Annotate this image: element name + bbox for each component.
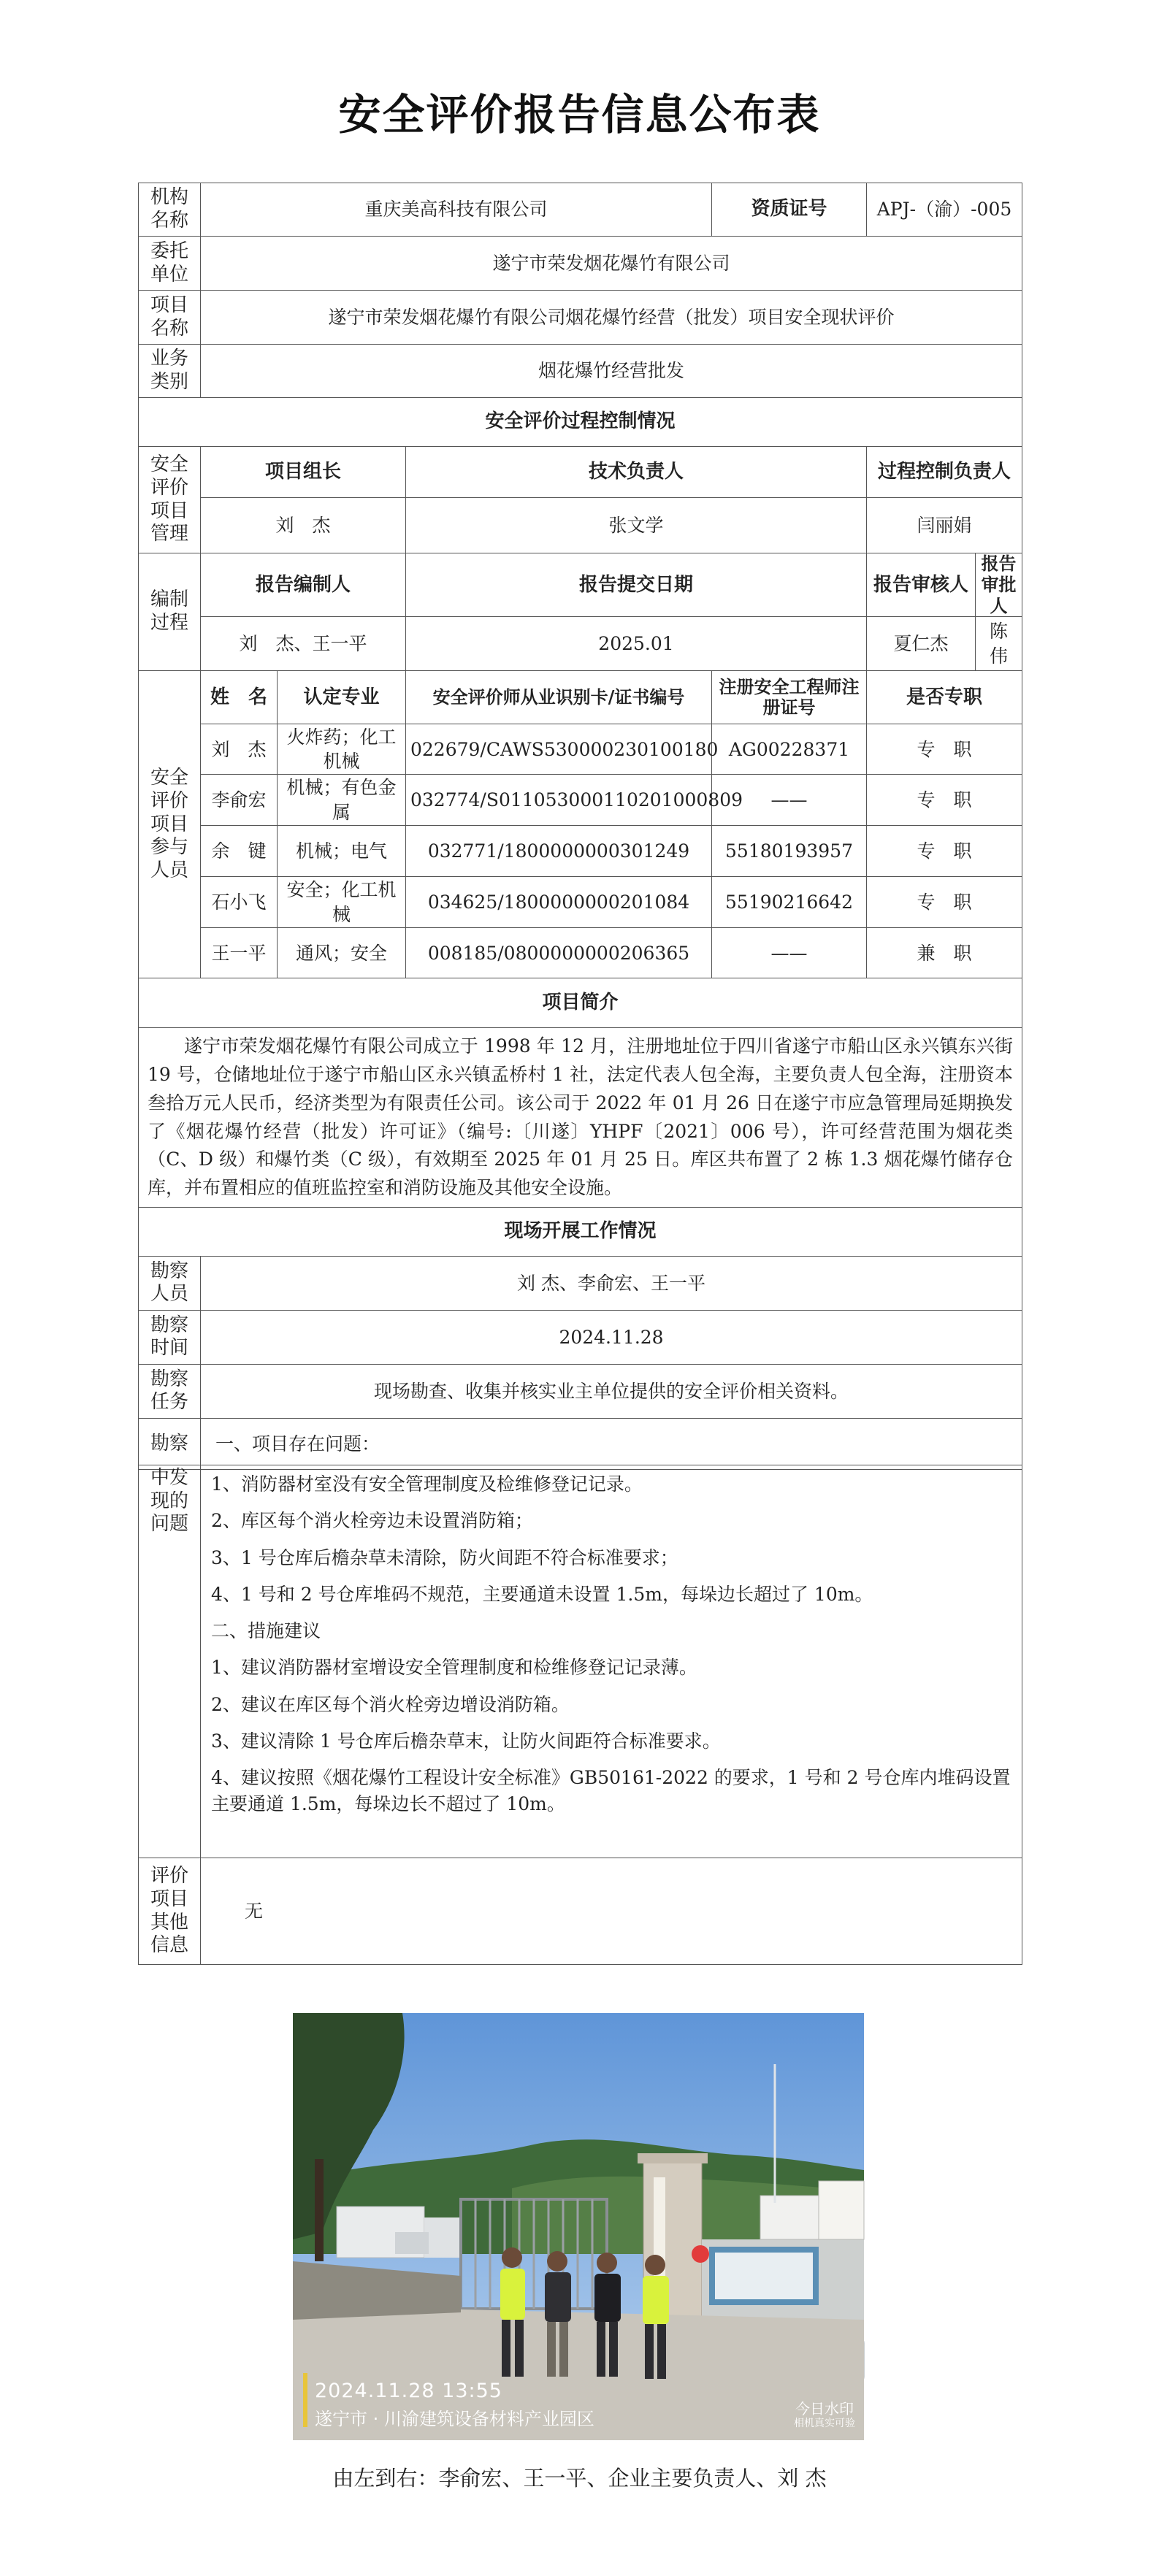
project-value: 遂宁市荣发烟花爆竹有限公司烟花爆竹经营（批发）项目安全现状评价 bbox=[201, 291, 1022, 345]
survey-task-value: 现场勘查、收集并核实业主单位提供的安全评价相关资料。 bbox=[201, 1364, 1022, 1418]
site-photo-illustration bbox=[293, 2013, 864, 2440]
mgmt-value-control: 闫丽娟 bbox=[867, 498, 1022, 553]
member-cert: 032771/1800000000301249 bbox=[406, 826, 712, 877]
issues-label: 中发现的问题 bbox=[139, 1465, 201, 1858]
issue-line: 1、消防器材室没有安全管理制度及检维修登记记录。 bbox=[211, 1473, 643, 1495]
org-label: 机构名称 bbox=[139, 183, 201, 237]
member-reg: —— bbox=[712, 928, 867, 978]
qual-value: APJ-（渝）-005 bbox=[867, 183, 1022, 237]
photo-watermark bbox=[794, 2400, 855, 2430]
issues-table bbox=[138, 1465, 1022, 1965]
members-label: 安全评价项目参与人员 bbox=[139, 671, 201, 978]
compile-value-approver: 陈 伟 bbox=[976, 617, 1022, 671]
category-value: 烟花爆竹经营批发 bbox=[201, 345, 1022, 398]
intro-section-title: 项目简介 bbox=[139, 978, 1022, 1028]
members-header-reg: 注册安全工程师注册证号 bbox=[712, 671, 867, 724]
mgmt-value-leader: 刘 杰 bbox=[201, 498, 406, 553]
site-section-title: 现场开展工作情况 bbox=[139, 1207, 1022, 1256]
member-reg: —— bbox=[712, 775, 867, 826]
member-reg: 55190216642 bbox=[712, 877, 867, 928]
member-reg: 55180193957 bbox=[712, 826, 867, 877]
member-fulltime: 专 职 bbox=[867, 724, 1022, 775]
project-label: 项目名称 bbox=[139, 291, 201, 345]
mgmt-value-tech: 张文学 bbox=[406, 498, 867, 553]
mgmt-label: 安全评价项目管理 bbox=[139, 447, 201, 553]
members-header-fulltime: 是否专职 bbox=[867, 671, 1022, 724]
member-cert: 022679/CAWS530000230100180 bbox=[406, 724, 712, 775]
member-cert: 034625/1800000000201084 bbox=[406, 877, 712, 928]
compile-header-author: 报告编制人 bbox=[201, 553, 406, 617]
table-row bbox=[139, 826, 1022, 877]
member-cert: 032774/S011053000110201000809 bbox=[406, 775, 712, 826]
member-name: 余 键 bbox=[201, 826, 278, 877]
table-row bbox=[139, 877, 1022, 928]
survey-time-label: 勘察时间 bbox=[139, 1310, 201, 1364]
member-major: 安全；化工机械 bbox=[278, 877, 406, 928]
site-photo bbox=[293, 2013, 864, 2440]
member-fulltime: 兼 职 bbox=[867, 928, 1022, 978]
member-name: 王一平 bbox=[201, 928, 278, 978]
member-major: 机械；电气 bbox=[278, 826, 406, 877]
org-value: 重庆美高科技有限公司 bbox=[201, 183, 712, 237]
compile-value-date: 2025.01 bbox=[406, 617, 867, 671]
table-row bbox=[139, 928, 1022, 978]
issue-line: 1、建议消防器材室增设安全管理制度和检维修登记记录薄。 bbox=[211, 1657, 697, 1679]
photo-timestamp: 2024.11.28 13:55 bbox=[315, 2380, 502, 2402]
issue-line: 二、措施建议 bbox=[211, 1620, 321, 1641]
issue-line: 4、1 号和 2 号仓库堆码不规范，主要通道未设置 1.5m，每垛边长超过了 10m。 bbox=[211, 1583, 873, 1605]
compile-header-reviewer: 报告审核人 bbox=[867, 553, 976, 617]
issue-line: 3、1 号仓库后檐杂草未清除，防火间距不符合标准要求； bbox=[211, 1546, 678, 1568]
member-major: 通风；安全 bbox=[278, 928, 406, 978]
issue-line: 4、建议按照《烟花爆竹工程设计安全标准》GB50161-2022 的要求，1 号和 2 号仓库内堆码设置主要通道 1.5m，每垛边长不超过了 10m。 bbox=[211, 1767, 1011, 1815]
members-header-name: 姓 名 bbox=[201, 671, 278, 724]
member-fulltime: 专 职 bbox=[867, 877, 1022, 928]
member-major: 火炸药；化工机械 bbox=[278, 724, 406, 775]
survey-people-value: 刘 杰、李俞宏、王一平 bbox=[201, 1256, 1022, 1310]
member-fulltime: 专 职 bbox=[867, 826, 1022, 877]
photo-location: 遂宁市 · 川渝建筑设备材料产业园区 bbox=[315, 2409, 594, 2429]
member-major: 机械；有色金属 bbox=[278, 775, 406, 826]
issue-line: 2、建议在库区每个消火栓旁边增设消防箱。 bbox=[211, 1693, 570, 1715]
qual-label: 资质证号 bbox=[712, 183, 867, 237]
other-value: 无 bbox=[201, 1858, 1022, 1965]
member-reg: AG00228371 bbox=[712, 724, 867, 775]
table-row bbox=[139, 775, 1022, 826]
survey-found-label: 勘察 bbox=[139, 1418, 201, 1469]
survey-found-value: 一、项目存在问题： bbox=[201, 1418, 1022, 1469]
survey-time-value: 2024.11.28 bbox=[201, 1310, 1022, 1364]
photo-caption: 由左到右：李俞宏、王一平、企业主要负责人、刘 杰 bbox=[332, 2466, 827, 2491]
info-table bbox=[138, 183, 1027, 1470]
table-row bbox=[139, 724, 1022, 775]
client-label: 委托单位 bbox=[139, 237, 201, 291]
other-label: 评价项目其他信息 bbox=[139, 1858, 201, 1965]
mgmt-header-tech: 技术负责人 bbox=[406, 447, 867, 498]
mgmt-header-leader: 项目组长 bbox=[201, 447, 406, 498]
issues-content bbox=[201, 1465, 1022, 1858]
members-header-major: 认定专业 bbox=[278, 671, 406, 724]
watermark-title: 今日水印 bbox=[795, 2400, 854, 2418]
compile-value-author: 刘 杰、王一平 bbox=[201, 617, 406, 671]
mgmt-header-control: 过程控制负责人 bbox=[867, 447, 1022, 498]
issue-line: 2、库区每个消火栓旁边未设置消防箱； bbox=[211, 1510, 533, 1532]
member-name: 石小飞 bbox=[201, 877, 278, 928]
category-label: 业务类别 bbox=[139, 345, 201, 398]
page-title: 安全评价报告信息公布表 bbox=[338, 90, 821, 139]
member-fulltime: 专 职 bbox=[867, 775, 1022, 826]
members-header-cert: 安全评价师从业识别卡/证书编号 bbox=[406, 671, 712, 724]
compile-label: 编制过程 bbox=[139, 553, 201, 671]
member-name: 刘 杰 bbox=[201, 724, 278, 775]
watermark-sub: 相机真实可验 bbox=[794, 2418, 855, 2430]
intro-paragraph: 遂宁市荣发烟花爆竹有限公司成立于 1998 年 12 月，注册地址位于四川省遂宁市船山区永兴镇东兴街 19 号，仓储地址位于遂宁市船山区永兴镇孟桥村 1 社，法定代表人包全海，主要负责人包全海，注册资本叁拾万元人民币，经济类型为有限责任公司。该公司于 2022 年 01 月 26 日在遂宁市应急管理局延期换发了《烟花爆竹经营（批发）许可证》（编号:〔川遂〕YHPF〔2021〕006 号），许可经营范围为烟花类（C、D 级）和爆竹类（C 级），有效期至 2025 年 01 月 25 日。库区共布置了 2 栋 1.3 烟花爆竹储存仓库，并布置相应的值班监控室和消防设施及其他安全设施。 bbox=[139, 1028, 1022, 1208]
issue-line: 3、建议清除 1 号仓库后檐杂草末，让防火间距符合标准要求。 bbox=[211, 1730, 721, 1752]
member-cert: 008185/0800000000206365 bbox=[406, 928, 712, 978]
compile-header-date: 报告提交日期 bbox=[406, 553, 867, 617]
client-value: 遂宁市荣发烟花爆竹有限公司 bbox=[201, 237, 1022, 291]
timestamp-bar bbox=[303, 2373, 307, 2427]
survey-task-label: 勘察任务 bbox=[139, 1364, 201, 1418]
member-name: 李俞宏 bbox=[201, 775, 278, 826]
compile-header-approver: 报告审批人 bbox=[976, 553, 1022, 617]
compile-value-reviewer: 夏仁杰 bbox=[867, 617, 976, 671]
process-section-title: 安全评价过程控制情况 bbox=[139, 398, 1022, 447]
survey-people-label: 勘察人员 bbox=[139, 1256, 201, 1310]
